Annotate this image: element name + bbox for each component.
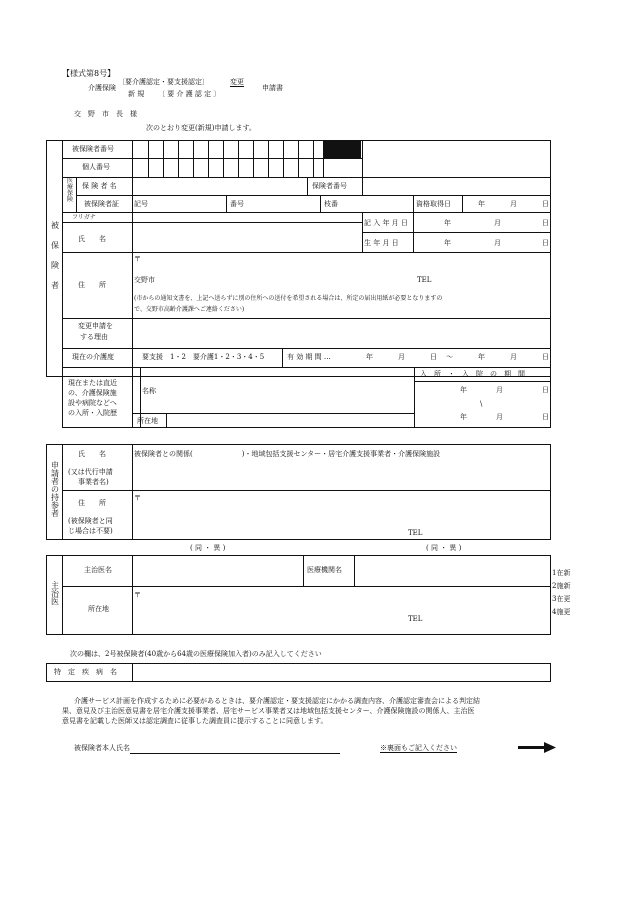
history-label-1: 現在または直近	[68, 379, 117, 387]
doctor-location-label: 所在地	[88, 605, 109, 613]
furigana-label: フリガナ	[72, 214, 96, 221]
digit-cell-divider	[253, 140, 254, 177]
reason-label-2: する理由	[80, 333, 108, 341]
doctor-section	[46, 555, 551, 635]
bango-label: 番号	[230, 200, 244, 208]
code-4: 4施更	[552, 608, 571, 616]
insured-number-label: 被保険者番号	[72, 145, 114, 153]
institution-label: 医療機関名	[307, 566, 342, 574]
disease-label: 特 定 疾 病 名	[54, 668, 117, 676]
doctor-tel: TEL	[408, 615, 423, 623]
kinyu-day: 日	[542, 219, 549, 227]
same-diff-1: ( 同 ・ 異 )	[190, 544, 226, 552]
validity-to-year: 年	[478, 353, 485, 361]
doctor-postal: 〒	[134, 591, 141, 599]
period-from-month: 月	[496, 386, 503, 394]
insurer-name-label: 保 険 者 名	[82, 182, 117, 190]
shikaku-year: 年	[478, 200, 485, 208]
doctor-name-label: 主治医名	[84, 566, 112, 574]
current-level-label: 現在の介護度	[72, 353, 114, 361]
seinen-label: 生 年 月 日	[364, 239, 399, 247]
option-top: 〔要介護認定・要支援認定〕	[118, 78, 209, 86]
card-label: 被保険者証	[84, 200, 119, 208]
birth-month: 月	[494, 239, 501, 247]
digit-cell-divider	[268, 140, 269, 177]
consent-line-3: 意見書を記載した医師又は認定調査に従事した調査員に提示することに同意します。	[62, 717, 328, 725]
history-label-3: 設や病院などへ	[68, 399, 117, 407]
statement: 次のとおり変更(新規)申請します。	[146, 124, 256, 132]
shinki-label: 新 規	[128, 90, 145, 98]
consent-line-2: 果、意見及び主治医意見書を居宅介護支援事業者、居宅サービス事業者又は地域包括支援センター、介護保険施設の関係人、主治医	[62, 707, 475, 715]
digit-cell-divider	[298, 140, 299, 177]
address-note-1: (市からの通知文書を、上記へ送らずに別の住所への送付を希望される場合は、所定の届出用紙が必要となりますの	[134, 295, 443, 302]
form-number: 【様式第8号】	[62, 69, 116, 78]
medical-insurance-label: 医 療 保 険	[66, 178, 73, 203]
city-name: 交野市	[134, 276, 155, 284]
shikaku-label: 資格取得日	[416, 200, 451, 208]
validity-from-day: 日	[430, 353, 437, 361]
period-separator: \	[480, 400, 483, 408]
birth-year: 年	[444, 239, 451, 247]
proxy-label-2: 事業者名)	[78, 478, 109, 486]
location-label: 所在地	[137, 417, 158, 425]
facility-name-label: 名称	[142, 387, 156, 395]
insured-group-label: 被 保 険 者	[51, 221, 59, 290]
kigo-label: 記号	[134, 200, 148, 208]
digit-cell-divider	[223, 140, 224, 177]
period-to-year: 年	[460, 413, 467, 421]
insurer-number-label: 保険者番号	[312, 182, 347, 190]
validity-tilde: 〜	[446, 353, 453, 361]
reason-label-1: 変更申請を	[78, 322, 113, 330]
signature-line[interactable]	[130, 753, 340, 754]
validity-from-year: 年	[366, 353, 373, 361]
digit-cell-divider	[208, 140, 209, 177]
period-from-day: 日	[542, 386, 549, 394]
option-bottom: 〔 要 介 護 認 定 〕	[158, 90, 221, 98]
back-note: ※裏面もご記入ください	[380, 744, 457, 752]
history-label-2: の、介護保険施	[68, 389, 117, 397]
validity-from-month: 月	[398, 353, 405, 361]
personal-number-label: 個人番号	[82, 163, 110, 171]
kinyu-month: 月	[494, 219, 501, 227]
relation-text: 被保険者との関係( )・地域包括支援センター・居宅介護支援事業者・介護保険施設	[134, 450, 441, 458]
digit-cell-divider	[283, 140, 284, 177]
same-label-2: じ場合は不要)	[68, 527, 113, 535]
digit-cell-divider	[163, 140, 164, 177]
code-3: 3在更	[552, 595, 571, 603]
digit-cell-divider	[238, 140, 239, 177]
shikaku-month: 月	[510, 200, 517, 208]
period-to-day: 日	[542, 413, 549, 421]
tel-label: TEL	[417, 276, 432, 284]
digit-cell-divider	[178, 140, 179, 177]
edaban-label: 枝番	[324, 200, 338, 208]
proxy-label-1: (又は代行申請	[68, 468, 113, 476]
signature-label: 被保険者本人氏名	[74, 744, 130, 752]
consent-line-1: 介護サービス計画を作成するために必要があるときは、要介護認定・要支援認定にかかる調査内容、介護認定審査会による判定結	[74, 697, 480, 705]
postal-mark: 〒	[134, 255, 141, 263]
same-label-1: (被保険者と同	[68, 517, 113, 525]
period-to-month: 月	[496, 413, 503, 421]
disease-note: 次の欄は、2号被保険者(40歳から64歳の医療保険加入者)のみ記入してください	[70, 650, 322, 658]
applicant-postal: 〒	[134, 494, 141, 502]
code-2: 2施新	[552, 582, 571, 590]
current-level-value: 要支援 1・2 要介護1・2・3・4・5	[142, 353, 265, 361]
digit-cell-divider	[193, 140, 194, 177]
validity-to-day: 日	[542, 353, 549, 361]
period-from-year: 年	[460, 386, 467, 394]
address-label: 住 所	[78, 281, 106, 289]
history-label-4: の入所・入院歴	[68, 409, 117, 417]
kinyu-label: 記 入 年 月 日	[364, 219, 408, 227]
applicant-section	[46, 444, 551, 540]
birth-day: 日	[542, 239, 549, 247]
applicant-name-label: 氏 名	[78, 450, 106, 458]
right-arrow-icon	[518, 742, 556, 754]
addressee: 交 野 市 長 様	[74, 110, 137, 118]
validity-label: 有 効 期 間 …	[287, 353, 331, 361]
digit-cell-divider	[313, 140, 314, 177]
shikaku-day: 日	[542, 200, 549, 208]
shinseisho-title: 申請書	[262, 84, 283, 92]
applicant-group-label: 申 請 者 の 持 参 者	[51, 461, 59, 518]
name-label: 氏 名	[78, 235, 106, 243]
validity-to-month: 月	[510, 353, 517, 361]
kaigo-hoken-label: 介護保険	[88, 84, 116, 92]
address-note-2: で、交野市高齢介護課へご連絡ください)	[134, 306, 245, 313]
period-label: 入 所 ・ 入 院 の 期 間	[420, 370, 525, 378]
code-1: 1在新	[552, 569, 571, 577]
applicant-address-label: 住 所	[78, 499, 106, 507]
redacted-box	[323, 141, 361, 158]
disease-row	[46, 663, 551, 682]
kinyu-year: 年	[444, 219, 451, 227]
digit-cell-divider	[148, 140, 149, 177]
same-diff-2: ( 同 ・ 異 )	[426, 544, 462, 552]
applicant-tel: TEL	[408, 529, 423, 537]
henko-label: 変更	[230, 78, 244, 86]
doctor-group-label: 主 治 医	[51, 581, 59, 606]
